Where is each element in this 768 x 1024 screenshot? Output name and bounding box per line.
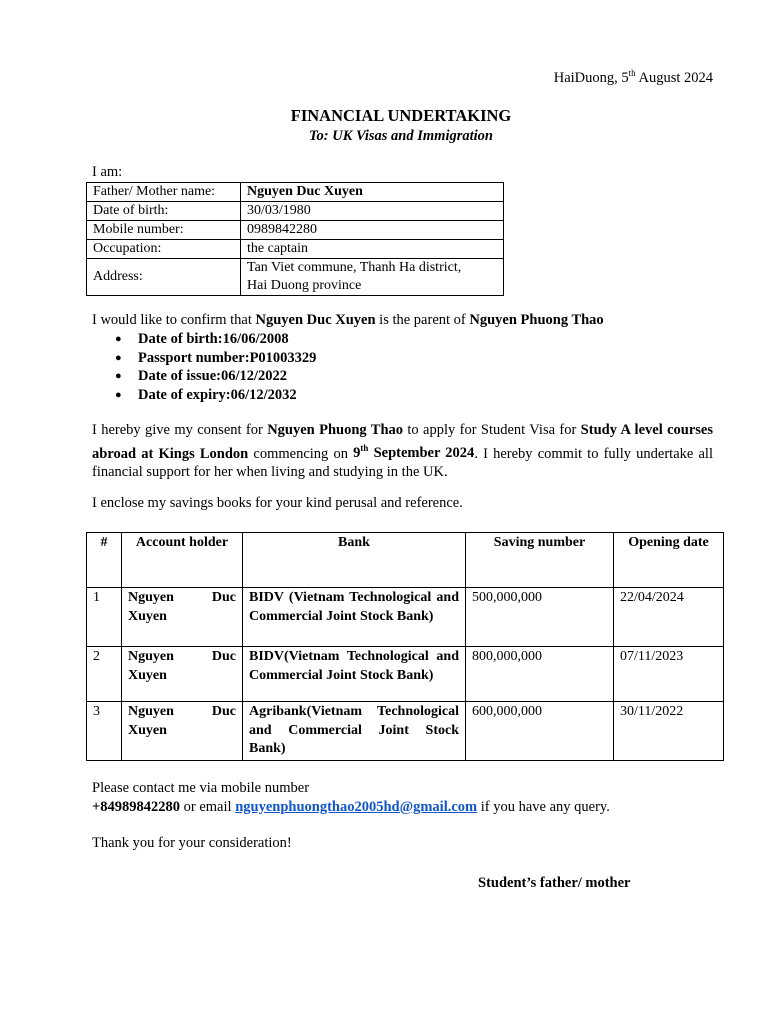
info-label: Occupation: [87, 240, 241, 259]
col-header-opening: Opening date [614, 533, 724, 588]
info-label: Date of birth: [87, 202, 241, 221]
info-value: 30/03/1980 [241, 202, 504, 221]
cell-holder: Nguyen Duc Xuyen [122, 647, 243, 702]
place-date: HaiDuong, 5th August 2024 [553, 68, 713, 86]
col-header-saving: Saving number [466, 533, 614, 588]
email-link[interactable]: nguyenphuongthao2005hd@gmail.com [235, 798, 478, 815]
info-value: Nguyen Duc Xuyen [241, 183, 504, 202]
signature-caption: Student’s father/ mother [478, 875, 631, 891]
cell-saving: 600,000,000 [466, 702, 614, 761]
info-value: 0989842280 [241, 221, 504, 240]
parent-info-table [86, 182, 504, 296]
cell-number: 1 [87, 588, 122, 647]
intro-label: I am: [92, 164, 123, 180]
consent-paragraph: I hereby give my consent for Nguyen Phuong Thao to apply for Student Visa for Study A level courses abroad at Kings London commencing on 9th September 2024. I hereby commit to fully undertake all financial support for her when living and studying in the UK. [92, 422, 714, 480]
cell-bank: BIDV (Vietnam Technological and Commercial Joint Stock Bank) [243, 588, 466, 647]
col-header-bank: Bank [243, 533, 466, 588]
savings-table [86, 532, 724, 761]
cell-saving: 500,000,000 [466, 588, 614, 647]
document-subtitle: To: UK Visas and Immigration [309, 128, 493, 144]
student-details-list [92, 330, 316, 404]
table-row [87, 702, 724, 761]
info-row [87, 221, 504, 240]
list-item: ● Date of expiry:06/12/2032 [92, 386, 316, 405]
thanks-line: Thank you for your consideration! [92, 835, 292, 851]
col-header-holder: Account holder [122, 533, 243, 588]
info-label: Father/ Mother name: [87, 183, 241, 202]
document-title: FINANCIAL UNDERTAKING [290, 106, 512, 125]
list-item: ● Date of birth:16/06/2008 [92, 330, 316, 349]
table-row [87, 588, 724, 647]
contact-phone: +84989842280 [92, 798, 181, 815]
info-row [87, 183, 504, 202]
info-row [87, 202, 504, 221]
confirm-paragraph: I would like to confirm that Nguyen Duc Xuyen is the parent of Nguyen Phuong Thao [92, 312, 604, 328]
cell-opening: 07/11/2023 [614, 647, 724, 702]
cell-opening: 22/04/2024 [614, 588, 724, 647]
info-row [87, 240, 504, 259]
info-label: Mobile number: [87, 221, 241, 240]
cell-bank: Agribank(Vietnam Technological and Commercial Joint Stock Bank) [243, 702, 466, 761]
cell-holder: Nguyen Duc Xuyen [122, 588, 243, 647]
cell-bank: BIDV(Vietnam Technological and Commercial Joint Stock Bank) [243, 647, 466, 702]
cell-number: 2 [87, 647, 122, 702]
list-item: ● Date of issue:06/12/2022 [92, 367, 316, 386]
info-row [87, 259, 504, 296]
enclose-paragraph: I enclose my savings books for your kind perusal and reference. [92, 495, 463, 511]
contact-paragraph: Please contact me via mobile number +84989842280 or email nguyenphuongthao2005hd@gmail.com if you have any query. [92, 780, 610, 815]
cell-holder: Nguyen Duc Xuyen [122, 702, 243, 761]
table-header-row [87, 533, 724, 588]
cell-opening: 30/11/2022 [614, 702, 724, 761]
list-item: ● Passport number:P01003329 [92, 349, 316, 368]
col-header-number: # [87, 533, 122, 588]
info-label: Address: [87, 259, 241, 296]
info-value: the captain [241, 240, 504, 259]
cell-saving: 800,000,000 [466, 647, 614, 702]
info-value: Tan Viet commune, Thanh Ha district, Hai Duong province [241, 259, 504, 296]
table-row [87, 647, 724, 702]
cell-number: 3 [87, 702, 122, 761]
